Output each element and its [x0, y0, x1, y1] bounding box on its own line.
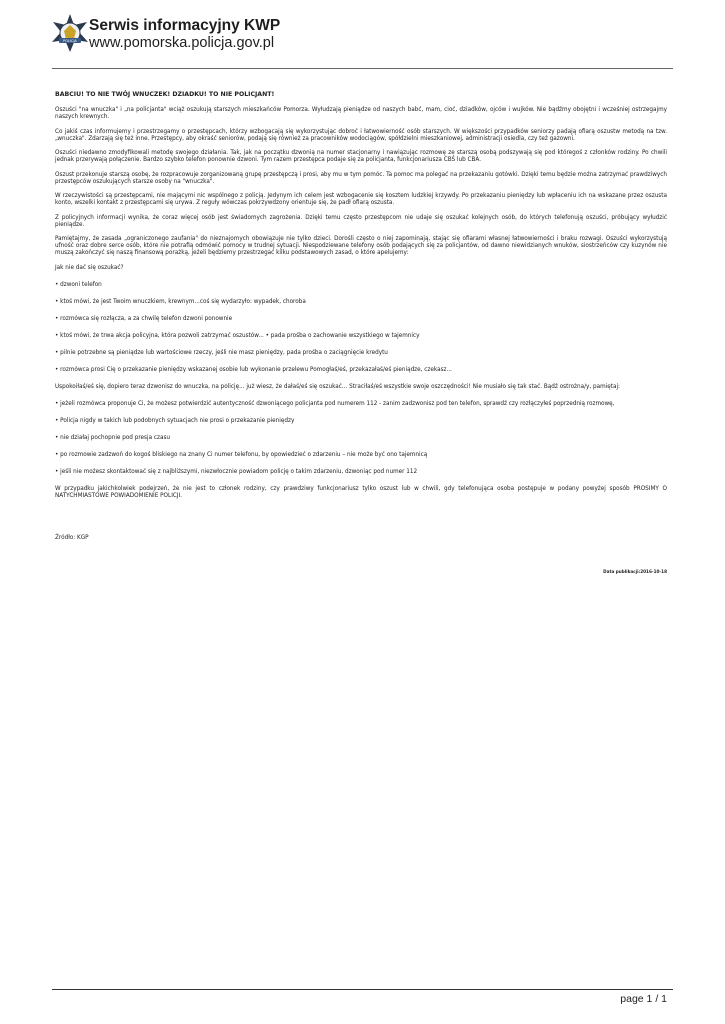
list-item: • rozmówca prosi Cię o przekazanie pieniędzy wskazanej osobie lub wykonanie przelewu Pomogłaś/eś, przekazałaś/eś pieniądze, czekasz...: [55, 366, 452, 373]
list-item: • rozmówca się rozłącza, a za chwilę telefon dzwoni ponownie: [55, 315, 233, 322]
paragraph: Oszust przekonuje starszą osobę, że rozpracowuje zorganizowaną grupę przestępczą i prosi, aby mu w tym pomóc. Ta pomoc ma polegać na przekazaniu gotówki. Dzięki temu będzie można zatrzymać prawdziwych przestępców oszukujących starsze osoby na "wnuczka".: [55, 171, 667, 185]
footer-divider: [52, 989, 673, 990]
header-divider: [52, 68, 673, 69]
article-title: BABCIU! TO NIE TWÓJ WNUCZEK! DZIADKU! TO NIE POLICJANT!: [55, 91, 275, 98]
publication-date: Data publikacji:2016-10-18: [603, 569, 667, 574]
paragraph: Oszuści "na wnuczka" i „na policjanta" wciąż oszukują starszych mieszkańców Pomorza. Wyłudzają pieniądze od naszych babć, mam, cioć, dziadków, ojców i wujków. Nie bądźmy obojętni i wcześniej ostrzegajmy naszych krewnych.: [55, 107, 667, 120]
list-item: • po rozmowie zadzwoń do kogoś bliskiego na znany Ci numer telefonu, by opowiedzieć o zdarzeniu – nie może być ono tajemnicą: [55, 451, 428, 458]
list-item: • Policja nigdy w takich lub podobnych sytuacjach nie prosi o przekazanie pieniędzy: [55, 417, 295, 424]
closing-paragraph: W przypadku jakichkolwiek podejrzeń, że nie jest to członek rodziny, czy prawdziwy funkcjonariusz tylko oszust lub w chwili, gdy telefonująca osoba postępuje w podany powyżej sposób PROSIMY O NATYCHMIASTOWE POWIADOMIENIE POLICJI.: [55, 485, 667, 499]
page-number: page 1 / 1: [620, 993, 667, 1005]
source-line: Źródło: KGP: [55, 535, 89, 541]
site-url[interactable]: www.pomorska.policja.gov.pl: [89, 35, 275, 51]
site-header: [50, 13, 450, 57]
paragraph: Z policyjnych informacji wynika, że coraz więcej osób jest świadomych zagrożenia. Dzięki temu często przestępcom nie udaje się oszukać kolejnych osób, do których telefonują oszuści, próbujący wyłudzić pieniądze.: [55, 214, 667, 228]
list-item: • ktoś mówi, że trwa akcja policyjna, która pozwoli zatrzymać oszustów... • pada prośba o zachowanie wszystkiego w tajemnicy: [55, 332, 420, 339]
list-item: • jeżeli rozmówca proponuje Ci, że możesz potwierdzić autentyczność dzwoniącego policjanta pod numerem 112 - zanim zadzwonisz pod ten telefon, sprawdź czy rozłączyłeś poprzednią rozmowę,: [55, 400, 615, 407]
question-heading: Jak nie dać się oszukać?: [55, 264, 124, 271]
list-item: • pilnie potrzebne są pieniądze lub wartościowe rzeczy, jeśli nie masz pieniędzy, pada prośba o zaciągnięcie kredytu: [55, 349, 388, 356]
paragraph: Co jakiś czas informujemy i przestrzegamy o przestępcach, którzy wzbogacają się wykorzystując dobroć i łatwowierność osób starszych. W większości przypadków seniorzy padają ofiarą oszustw metodą na tzw. „wnuczka". Zdarzają się też inne. Przestępcy, aby okraść seniorów, podają się również za pracowników wodociągów, spółdzielni mieszkaniowej, administracji osiedla, czy też gazowni.: [55, 128, 667, 142]
paragraph: Uspokoiłaś/eś się, dopiero teraz dzwonisz do wnuczka, na policję... już wiesz, że dałaś/eś się oszukać... Straciłaś/eś wszystkie swoje oszczędności! Nie musiało się tak stać. Bądź ostrożna/y, pamiętaj:: [55, 383, 620, 390]
paragraph: Oszuści niedawno zmodyfikowali metodę swojego działania. Tak, jak na początku dzwonią na numer stacjonarny i nawiązując rozmowę ze starszą osobą podszywają się pod któregoś z członków rodziny. Po chwili jednak przerywają połączenie. Bardzo szybko telefon ponownie dzwoni. Tym razem przestępca podaje się za policjanta, funkcjonariusza CBŚ lub CBA.: [55, 150, 667, 163]
paragraph: W rzeczywistości są przestępcami, nie mającymi nic wspólnego z policją. Jedynym ich celem jest wzbogacenie się kosztem ludzkiej krzywdy. Po przekazaniu pieniędzy lub wpłaceniu ich na wskazane przez oszusta konto, wszelki kontakt z przestępcami się urywa. Z reguły wówczas pokrzywdzony orientuje się, że padł ofiarą oszusta.: [55, 193, 667, 206]
list-item: • jeśli nie możesz skontaktować się z najbliższymi, niezwłocznie powiadom policję o takim zdarzeniu, dzwoniąc pod numer 112: [55, 468, 418, 475]
police-star-logo-icon: [50, 13, 90, 53]
article-body: [55, 91, 667, 507]
list-item: • nie działaj pochopnie pod presja czasu: [55, 434, 171, 441]
list-item: • dzwoni telefon: [55, 281, 102, 288]
logo-label: POLICJA: [63, 39, 77, 43]
paragraph: Pamiętajmy, że zasada „ograniczonego zaufania" do nieznajomych obowiązuje nie tylko dzieci. Dorośli często o niej zapominają, stając się ofiarami własnej łatwowierności i braku rozwagi. Oszuści wykorzystują ufność oraz dobre serce osób, które nie potrafią odmówić pomocy w trudnej sytuacji. Niespodziewane telefony osób podających się za policjantów, od dawno niewidzianych wnuków, siostrzeńców czy kuzynów nie muszą zakończyć się naszą finansową porażką, jeżeli będziemy przestrzegać kilku podstawowych zasad, o które apelujemy:: [55, 236, 667, 256]
site-name: Serwis informacyjny KWP: [89, 17, 281, 34]
list-item: • ktoś mówi, że jest Twoim wnuczkiem, krewnym...coś się wydarzyło: wypadek, choroba: [55, 298, 306, 305]
